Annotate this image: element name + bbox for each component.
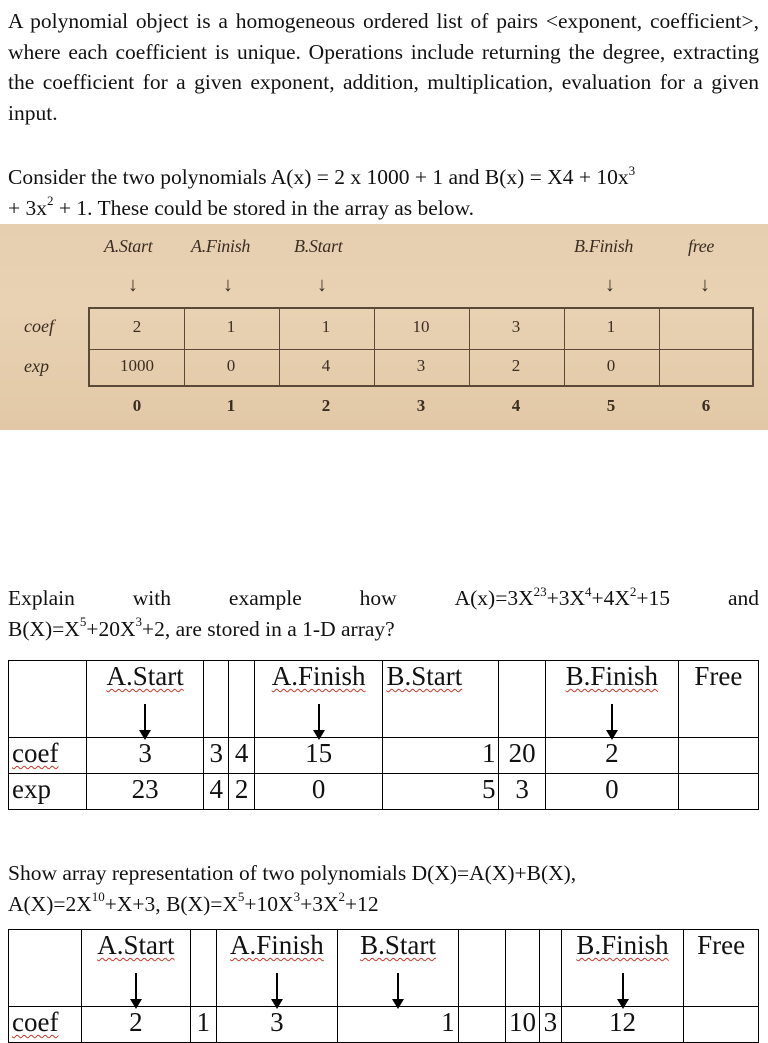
table-cell: 15 xyxy=(254,738,383,774)
header-a-start: A.Start xyxy=(97,930,175,960)
header-free: Free xyxy=(694,661,743,691)
down-arrow-icon xyxy=(135,973,137,1003)
header-free: Free xyxy=(697,930,746,960)
word: example xyxy=(228,586,302,610)
word: and xyxy=(727,586,759,610)
intro-paragraph: A polynomial object is a homogeneous ordered list of pairs <exponent, coefficient>, where each coefficient is unique. Operations include returning the degree, extracting the coefficient for a given exponent, addition, multiplication, evaluation for a given input. xyxy=(8,9,759,125)
scan-coef-cell: 10 xyxy=(412,317,430,336)
marker-free: free xyxy=(688,236,715,256)
down-arrow-icon: ↓ xyxy=(223,274,233,296)
table-cell: 23 xyxy=(87,774,204,810)
row-label-coef: coef xyxy=(24,316,54,336)
scan-exp-cell: 1000 xyxy=(120,356,154,375)
consider-line2a: + 3x xyxy=(8,195,48,220)
scan-exp-cell: 0 xyxy=(606,356,616,375)
down-arrow-icon: ↓ xyxy=(700,274,710,296)
scan-index: 3 xyxy=(416,396,426,415)
scan-index: 0 xyxy=(132,396,142,415)
scan-index: 5 xyxy=(606,396,616,415)
table-cell: 5 xyxy=(383,774,499,810)
word: how xyxy=(359,586,397,610)
header-b-start: B.Start xyxy=(386,661,463,691)
scan-coef-cell: 2 xyxy=(132,317,142,336)
row-label-exp: exp xyxy=(24,356,49,376)
header-a-start: A.Start xyxy=(106,661,184,691)
table-cell: 3 xyxy=(204,738,229,774)
down-arrow-icon: ↓ xyxy=(317,274,327,296)
marker-b-start: B.Start xyxy=(294,236,343,256)
superscript: 2 xyxy=(47,193,54,209)
scan-coef-cell: 1 xyxy=(226,317,236,336)
scan-index: 1 xyxy=(226,396,236,415)
table-cell: 1 xyxy=(338,1007,458,1043)
header-b-finish: B.Finish xyxy=(565,661,658,691)
scan-exp-cell: 2 xyxy=(511,356,521,375)
down-arrow-icon xyxy=(611,704,613,734)
row-label-coef: coef xyxy=(12,738,59,768)
scan-coef-cell: 1 xyxy=(321,317,331,336)
marker-a-finish: A.Finish xyxy=(191,236,251,256)
scan-index: 4 xyxy=(511,396,521,415)
show-paragraph xyxy=(8,858,759,919)
table-cell xyxy=(684,1007,759,1043)
header-a-finish: A.Finish xyxy=(230,930,324,960)
down-arrow-icon: ↓ xyxy=(605,274,615,296)
table-cell: 4 xyxy=(204,774,229,810)
superscript: 3 xyxy=(628,162,636,178)
table-cell: 0 xyxy=(545,774,678,810)
scan-coef-cell: 1 xyxy=(606,317,616,336)
polynomial-a: $A(x)=3X^{23}+3X^4+4X^2+15$ xyxy=(454,583,671,610)
row-label-exp: exp xyxy=(9,774,87,810)
down-arrow-icon xyxy=(318,704,320,734)
table-cell: 2 xyxy=(229,774,254,810)
polynomial-b: $B(X)=X^5+20X^3+2$, are stored in a 1-D array? xyxy=(8,614,395,641)
table-cell: 20 xyxy=(499,738,545,774)
table-cell: 3 xyxy=(539,1007,561,1043)
down-arrow-icon: ↓ xyxy=(128,274,138,296)
consider-line1: Consider the two polynomials A(x) = 2 x 1000 + 1 and B(x) = X4 + 10x xyxy=(8,165,629,189)
word: Explain xyxy=(8,586,75,610)
down-arrow-icon xyxy=(276,973,278,1003)
table-cell: 2 xyxy=(81,1007,190,1043)
header-b-start: B.Start xyxy=(360,930,436,960)
table-cell: 1 xyxy=(383,738,499,774)
consider-paragraph xyxy=(8,162,759,223)
table-cell: 0 xyxy=(254,774,383,810)
table-cell: 1 xyxy=(190,1007,216,1043)
word: with xyxy=(132,586,172,610)
table-cell xyxy=(678,738,758,774)
down-arrow-icon xyxy=(144,704,146,734)
scan-exp-cell: 4 xyxy=(321,356,331,375)
marker-a-start: A.Start xyxy=(104,236,153,256)
array-table-2 xyxy=(8,929,759,1043)
table-cell: 3 xyxy=(216,1007,338,1043)
show-line2: $A(X)=2X^{10}+X+3$, $B(X)=X^5+10X^3+3X^2+12$ xyxy=(8,889,379,916)
marker-b-finish: B.Finish xyxy=(574,236,634,256)
table-cell: 3 xyxy=(87,738,204,774)
table-cell xyxy=(678,774,758,810)
show-line1: Show array representation of two polynomials D(X)=A(X)+B(X), xyxy=(8,861,577,885)
table-cell: 4 xyxy=(229,738,254,774)
scan-index: 2 xyxy=(321,396,331,415)
table-cell: 3 xyxy=(499,774,545,810)
table-cell: 2 xyxy=(545,738,678,774)
table-cell: 12 xyxy=(561,1007,683,1043)
table-cell: 10 xyxy=(505,1007,539,1043)
array-table-1 xyxy=(8,660,759,810)
consider-line2b: + 1. These could be stored in the array as below. xyxy=(53,195,475,220)
down-arrow-icon xyxy=(397,973,399,1003)
row-label-coef: coef xyxy=(12,1007,59,1037)
scan-index: 6 xyxy=(701,396,711,415)
header-b-finish: B.Finish xyxy=(576,930,669,960)
header-a-finish: A.Finish xyxy=(271,661,366,691)
explain-paragraph xyxy=(8,583,759,644)
scan-exp-cell: 0 xyxy=(226,356,236,375)
scan-exp-cell: 3 xyxy=(416,356,426,375)
scan-coef-cell: 3 xyxy=(511,317,521,336)
scanned-array-figure xyxy=(0,224,768,430)
down-arrow-icon xyxy=(622,973,624,1003)
